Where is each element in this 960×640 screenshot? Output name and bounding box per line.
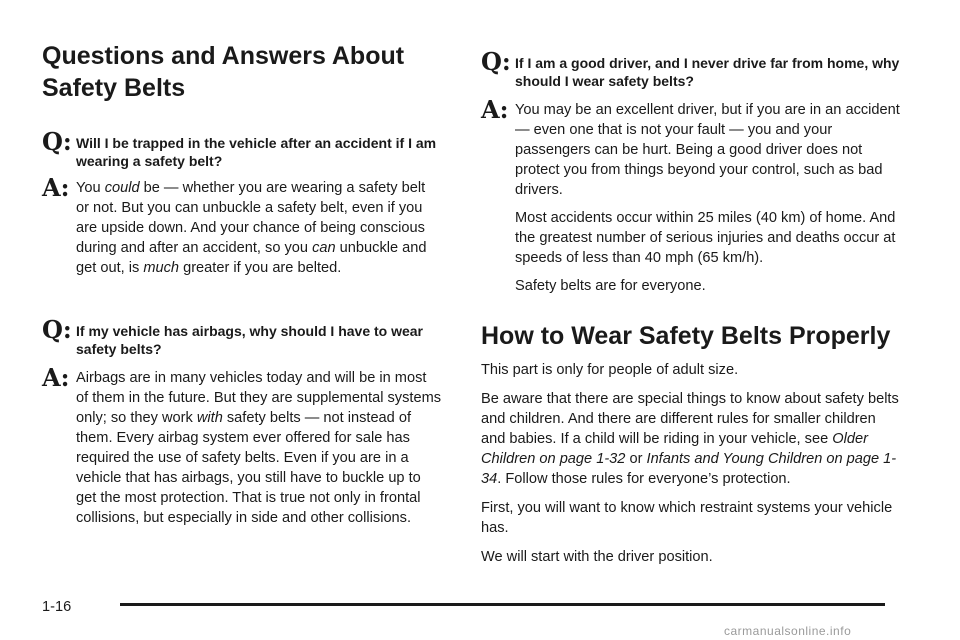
answer-marker: A: — [42, 173, 70, 202]
title-line-1: Questions and Answers About — [42, 42, 405, 70]
page-number: 1-16 — [42, 599, 72, 615]
body-paragraph-4: We will start with the driver position. — [481, 549, 713, 565]
answer-text — [76, 176, 442, 278]
answer-1 — [42, 173, 442, 278]
question-marker: Q: — [42, 315, 72, 344]
body-paragraph-2: Be aware that there are special things to know about safety belts and children. And there are different rules for smaller children and babies. If a child will be riding in your vehicle, see Older Children on page 1-32 or Infants and Young Children on page 1-34. Follow those rules for everyone’s protection. — [481, 391, 899, 487]
question-marker: Q: — [481, 47, 511, 76]
title-line-2: Safety Belts — [42, 74, 186, 102]
footer-rule — [120, 603, 885, 606]
watermark: carmanualsonline.info — [724, 624, 852, 638]
question-3 — [481, 47, 901, 90]
answer-text — [76, 366, 442, 528]
answer-marker: A: — [481, 95, 509, 124]
cross-reference-older-children[interactable]: Older Children on page 1-32 — [481, 431, 868, 467]
question-1 — [42, 127, 442, 170]
answer-3 — [481, 95, 901, 296]
question-2 — [42, 315, 442, 358]
answer-2 — [42, 363, 442, 528]
answer-paragraph-2: Most accidents occur within 25 miles (40 km) of home. And the greatest number of serious injuries and deaths occur at speeds of less than 40 mph (65 km/h). — [515, 210, 896, 266]
answer-paragraph-1: You may be an excellent driver, but if you are in an accident — even one that is not your fault — you and your passengers can be hurt. Being a good driver does not protect you from things beyond your control, such as bad drivers. — [515, 102, 900, 198]
question-text: Will I be trapped in the vehicle after an accident if I am wearing a safety belt? — [76, 135, 437, 169]
answer-paragraph: You could be — whether you are wearing a safety belt or not. But you can unbuckle a safety belt, even if you are upside down. And your chance of being conscious during and after an accident, so you can unbuckle and get out, is much greater if you are belted. — [76, 180, 427, 276]
question-marker: Q: — [42, 127, 72, 156]
cross-reference-infants[interactable]: Infants and Young Children on page 1-34 — [481, 451, 897, 487]
answer-marker: A: — [42, 363, 70, 392]
section-title-questions-answers — [42, 40, 404, 104]
body-paragraph-3: First, you will want to know which restraint systems your vehicle has. — [481, 500, 893, 536]
question-text: If my vehicle has airbags, why should I have to wear safety belts? — [76, 323, 424, 357]
answer-paragraph-3: Safety belts are for everyone. — [515, 278, 706, 294]
section-title-wear-belts: How to Wear Safety Belts Properly — [481, 322, 891, 350]
answer-paragraph: Airbags are in many vehicles today and will be in most of them in the future. But they are supplemental systems only; so they work with safety belts — not instead of them. Every airbag system ever offered for sale has required the use of safety belts. Even if you are in a vehicle that has airbags, you still have to buckle up to get the most protection. That is true not only in frontal collisions, but especially in side and other collisions. — [76, 370, 442, 526]
answer-text — [515, 98, 901, 296]
body-paragraph-1: This part is only for people of adult size. — [481, 362, 739, 378]
question-text: If I am a good driver, and I never drive far from home, why should I wear safety belts? — [515, 55, 900, 89]
wear-belts-body — [481, 360, 901, 576]
